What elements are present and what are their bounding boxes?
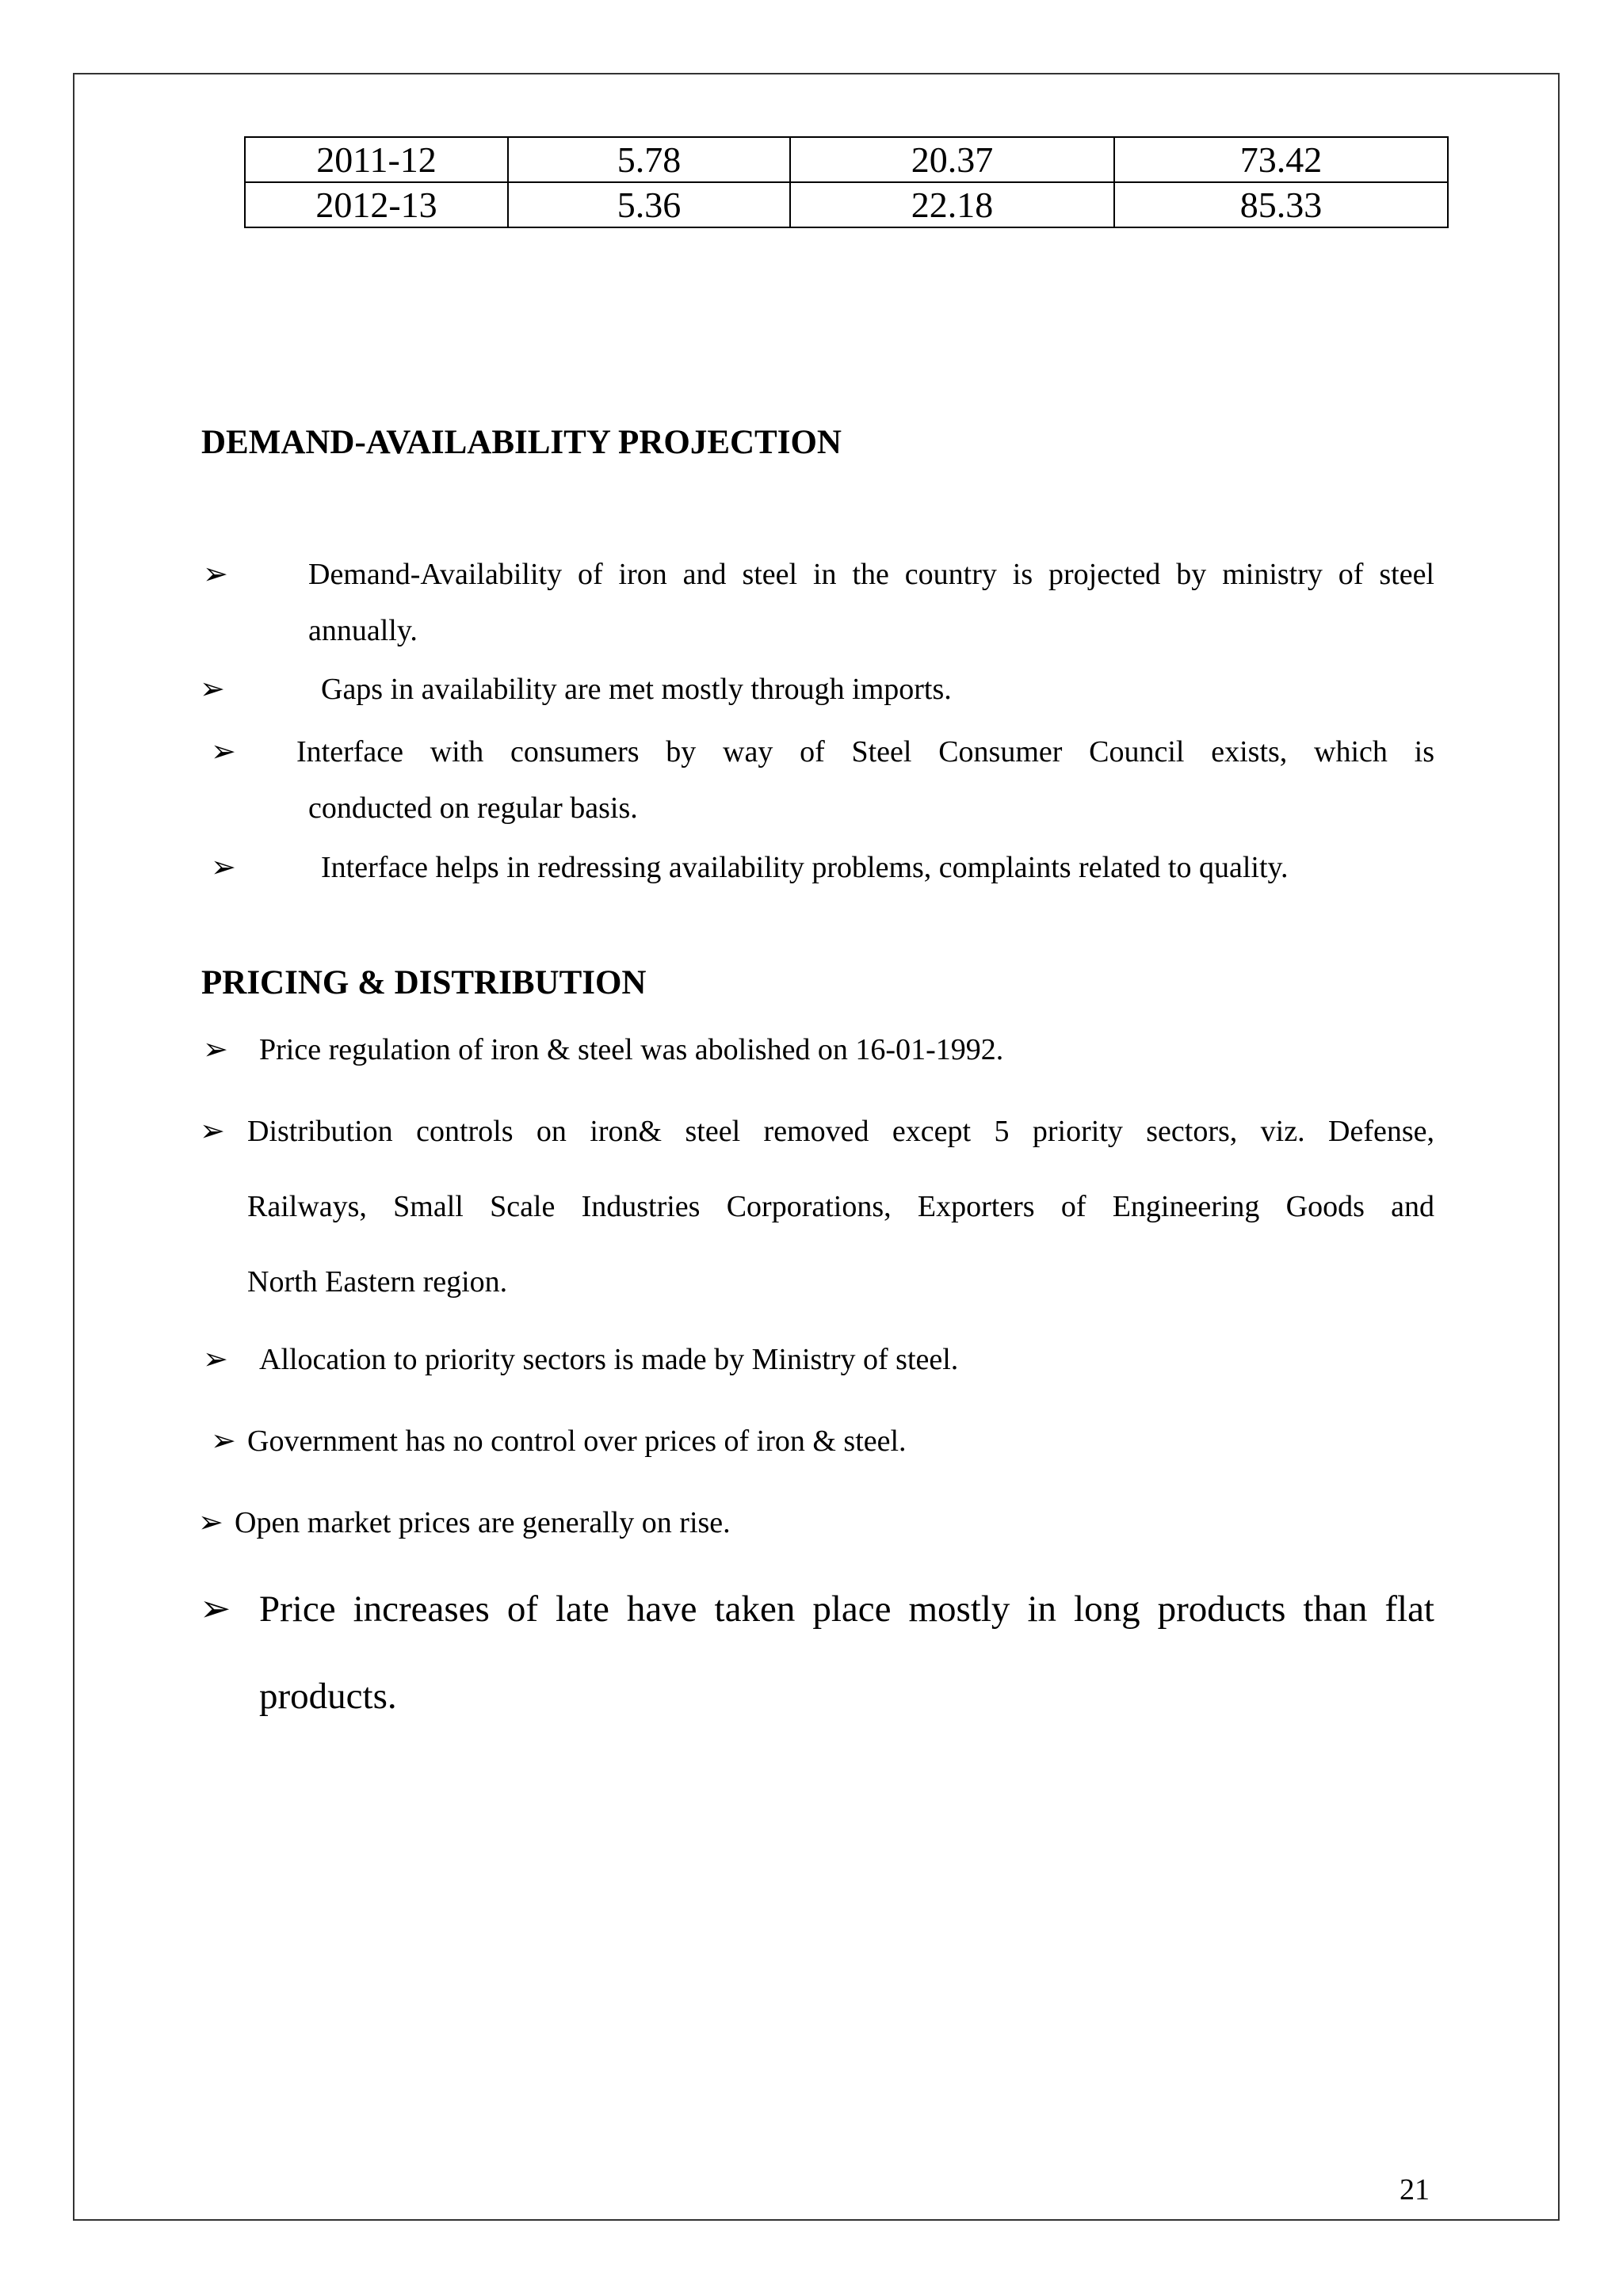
arrow-bullet-icon: ➢ [211, 851, 236, 884]
list-item-line: Railways, Small Scale Industries Corporations, Exporters of Engineering Goods and [247, 1190, 1434, 1223]
table-cell: 20.37 [790, 137, 1114, 182]
table-cell: 5.78 [508, 137, 790, 182]
list-item-line: Interface helps in redressing availability problems, complaints related to quality. [321, 851, 1289, 884]
table-cell: 22.18 [790, 182, 1114, 227]
arrow-bullet-icon: ➢ [203, 1343, 228, 1376]
list-item-line: Allocation to priority sectors is made by Ministry of steel. [259, 1343, 959, 1376]
arrow-bullet-icon: ➢ [200, 1589, 231, 1630]
arrow-bullet-icon: ➢ [200, 673, 225, 706]
list-item-line: Interface with consumers by way of Steel Consumer Council exists, which is [296, 735, 1434, 769]
section-heading-pricing: PRICING & DISTRIBUTION [201, 964, 647, 1001]
table-cell: 2012-13 [245, 182, 508, 227]
table-cell: 2011-12 [245, 137, 508, 182]
arrow-bullet-icon: ➢ [200, 1115, 225, 1148]
list-item-line: Gaps in availability are met mostly through imports. [321, 673, 952, 706]
data-table [244, 136, 1449, 228]
table-cell: 85.33 [1114, 182, 1448, 227]
table-cell: 73.42 [1114, 137, 1448, 182]
list-item-line: products. [259, 1676, 397, 1717]
page-number: 21 [1400, 2173, 1430, 2206]
list-item-line: Government has no control over prices of iron & steel. [247, 1425, 907, 1458]
section-heading-demand: DEMAND-AVAILABILITY PROJECTION [201, 424, 842, 461]
table-row [245, 137, 1448, 182]
list-item-line: North Eastern region. [247, 1265, 508, 1299]
list-item-line: Distribution controls on iron& steel removed except 5 priority sectors, viz. Defense, [247, 1115, 1434, 1148]
arrow-bullet-icon: ➢ [198, 1506, 223, 1539]
arrow-bullet-icon: ➢ [203, 1033, 228, 1066]
table-cell: 5.36 [508, 182, 790, 227]
list-item-line: Price regulation of iron & steel was abolished on 16-01-1992. [259, 1033, 1004, 1066]
arrow-bullet-icon: ➢ [203, 558, 228, 591]
list-item-line: Open market prices are generally on rise. [235, 1506, 731, 1539]
list-item-line: conducted on regular basis. [308, 791, 638, 825]
arrow-bullet-icon: ➢ [211, 1425, 236, 1458]
list-item-line: Price increases of late have taken place mostly in long products than flat [259, 1589, 1434, 1630]
list-item-line: Demand-Availability of iron and steel in the country is projected by ministry of steel [308, 558, 1434, 591]
list-item-line: annually. [308, 614, 418, 647]
table-row [245, 182, 1448, 227]
arrow-bullet-icon: ➢ [211, 735, 236, 769]
